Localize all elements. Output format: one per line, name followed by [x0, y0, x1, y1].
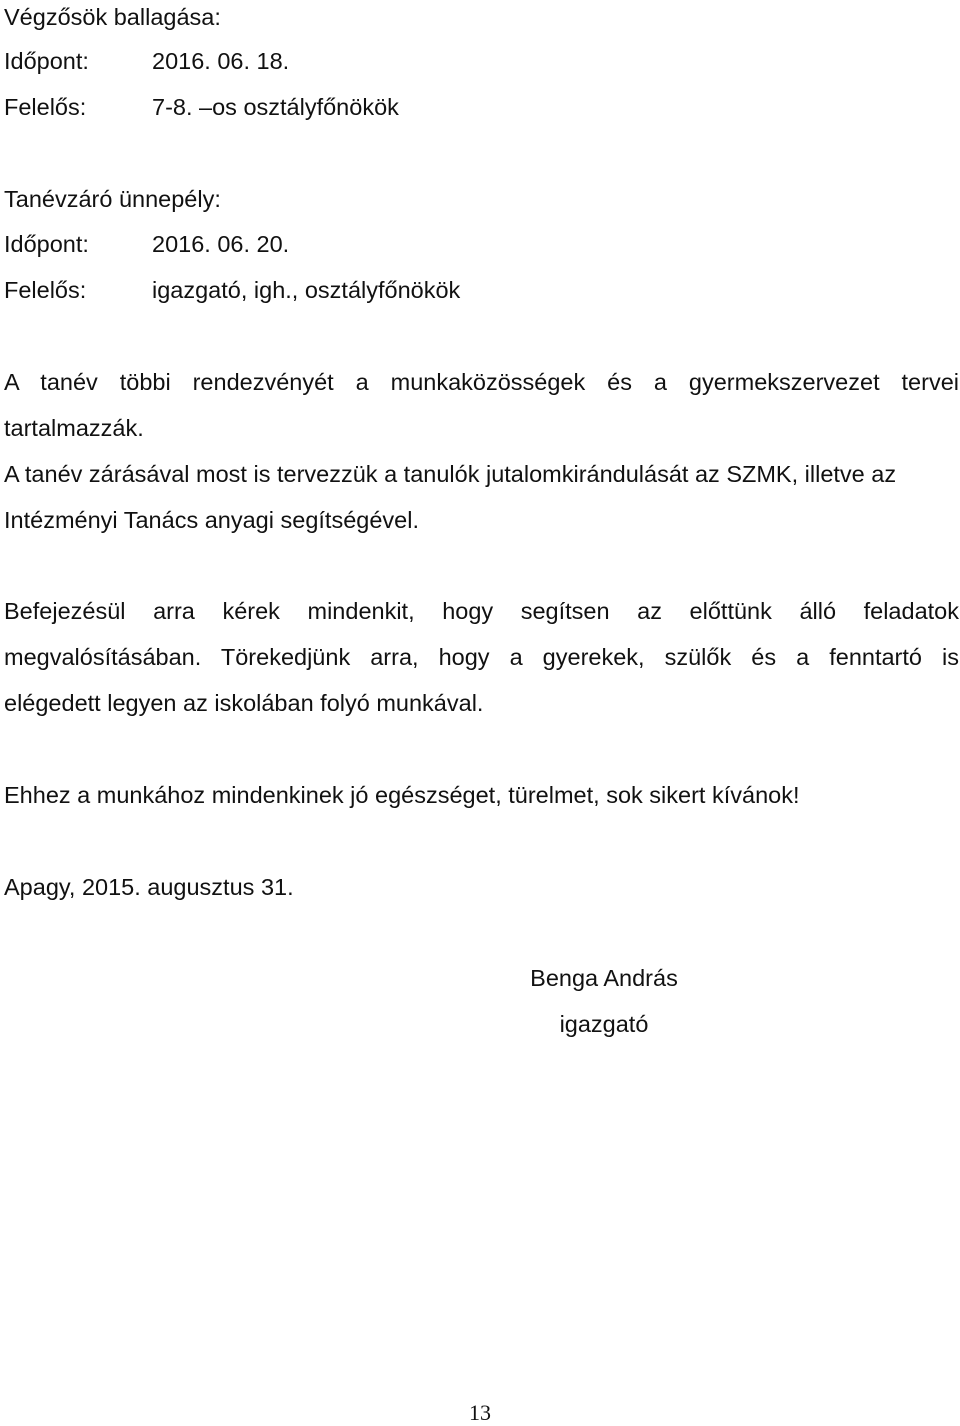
place-date: Apagy, 2015. augusztus 31.	[4, 874, 294, 900]
event-responsible-value: 7-8. –os osztályfőnökök	[152, 94, 399, 120]
event-responsible-label: Felelős:	[4, 277, 87, 303]
paragraph-line: elégedett legyen az iskolában folyó munkával.	[4, 690, 484, 716]
event-time-value: 2016. 06. 20.	[152, 231, 290, 257]
event-time-label: Időpont:	[4, 48, 89, 74]
paragraph-line: A tanév zárásával most is tervezzük a tanulók jutalomkirándulását az SZMK, illetve az	[4, 461, 897, 487]
event-responsible-value: igazgató, igh., osztályfőnökök	[152, 277, 461, 303]
event-title: Végzősök ballagása:	[4, 4, 221, 30]
signature-name: Benga András	[530, 965, 678, 991]
signature-title: igazgató	[559, 1011, 649, 1037]
event-time-label: Időpont:	[4, 231, 89, 257]
event-title: Tanévzáró ünnepély:	[4, 186, 221, 212]
page-number: 13	[469, 1400, 491, 1425]
event-responsible-label: Felelős:	[4, 94, 87, 120]
event-time-value: 2016. 06. 18.	[152, 48, 290, 74]
paragraph-line: A tanév többi rendezvényét a munkaközösségek és a gyermekszervezet tervei	[4, 369, 959, 395]
closing-sentence: Ehhez a munkához mindenkinek jó egészséget, türelmet, sok sikert kívánok!	[4, 782, 800, 808]
paragraph-line: megvalósításában. Törekedjünk arra, hogy a gyerekek, szülők és a fenntartó is	[4, 644, 959, 670]
paragraph-line: tartalmazzák.	[4, 415, 144, 441]
paragraph-line: Intézményi Tanács anyagi segítségével.	[4, 507, 419, 533]
paragraph-line: Befejezésül arra kérek mindenkit, hogy segítsen az előttünk álló feladatok	[4, 598, 959, 624]
